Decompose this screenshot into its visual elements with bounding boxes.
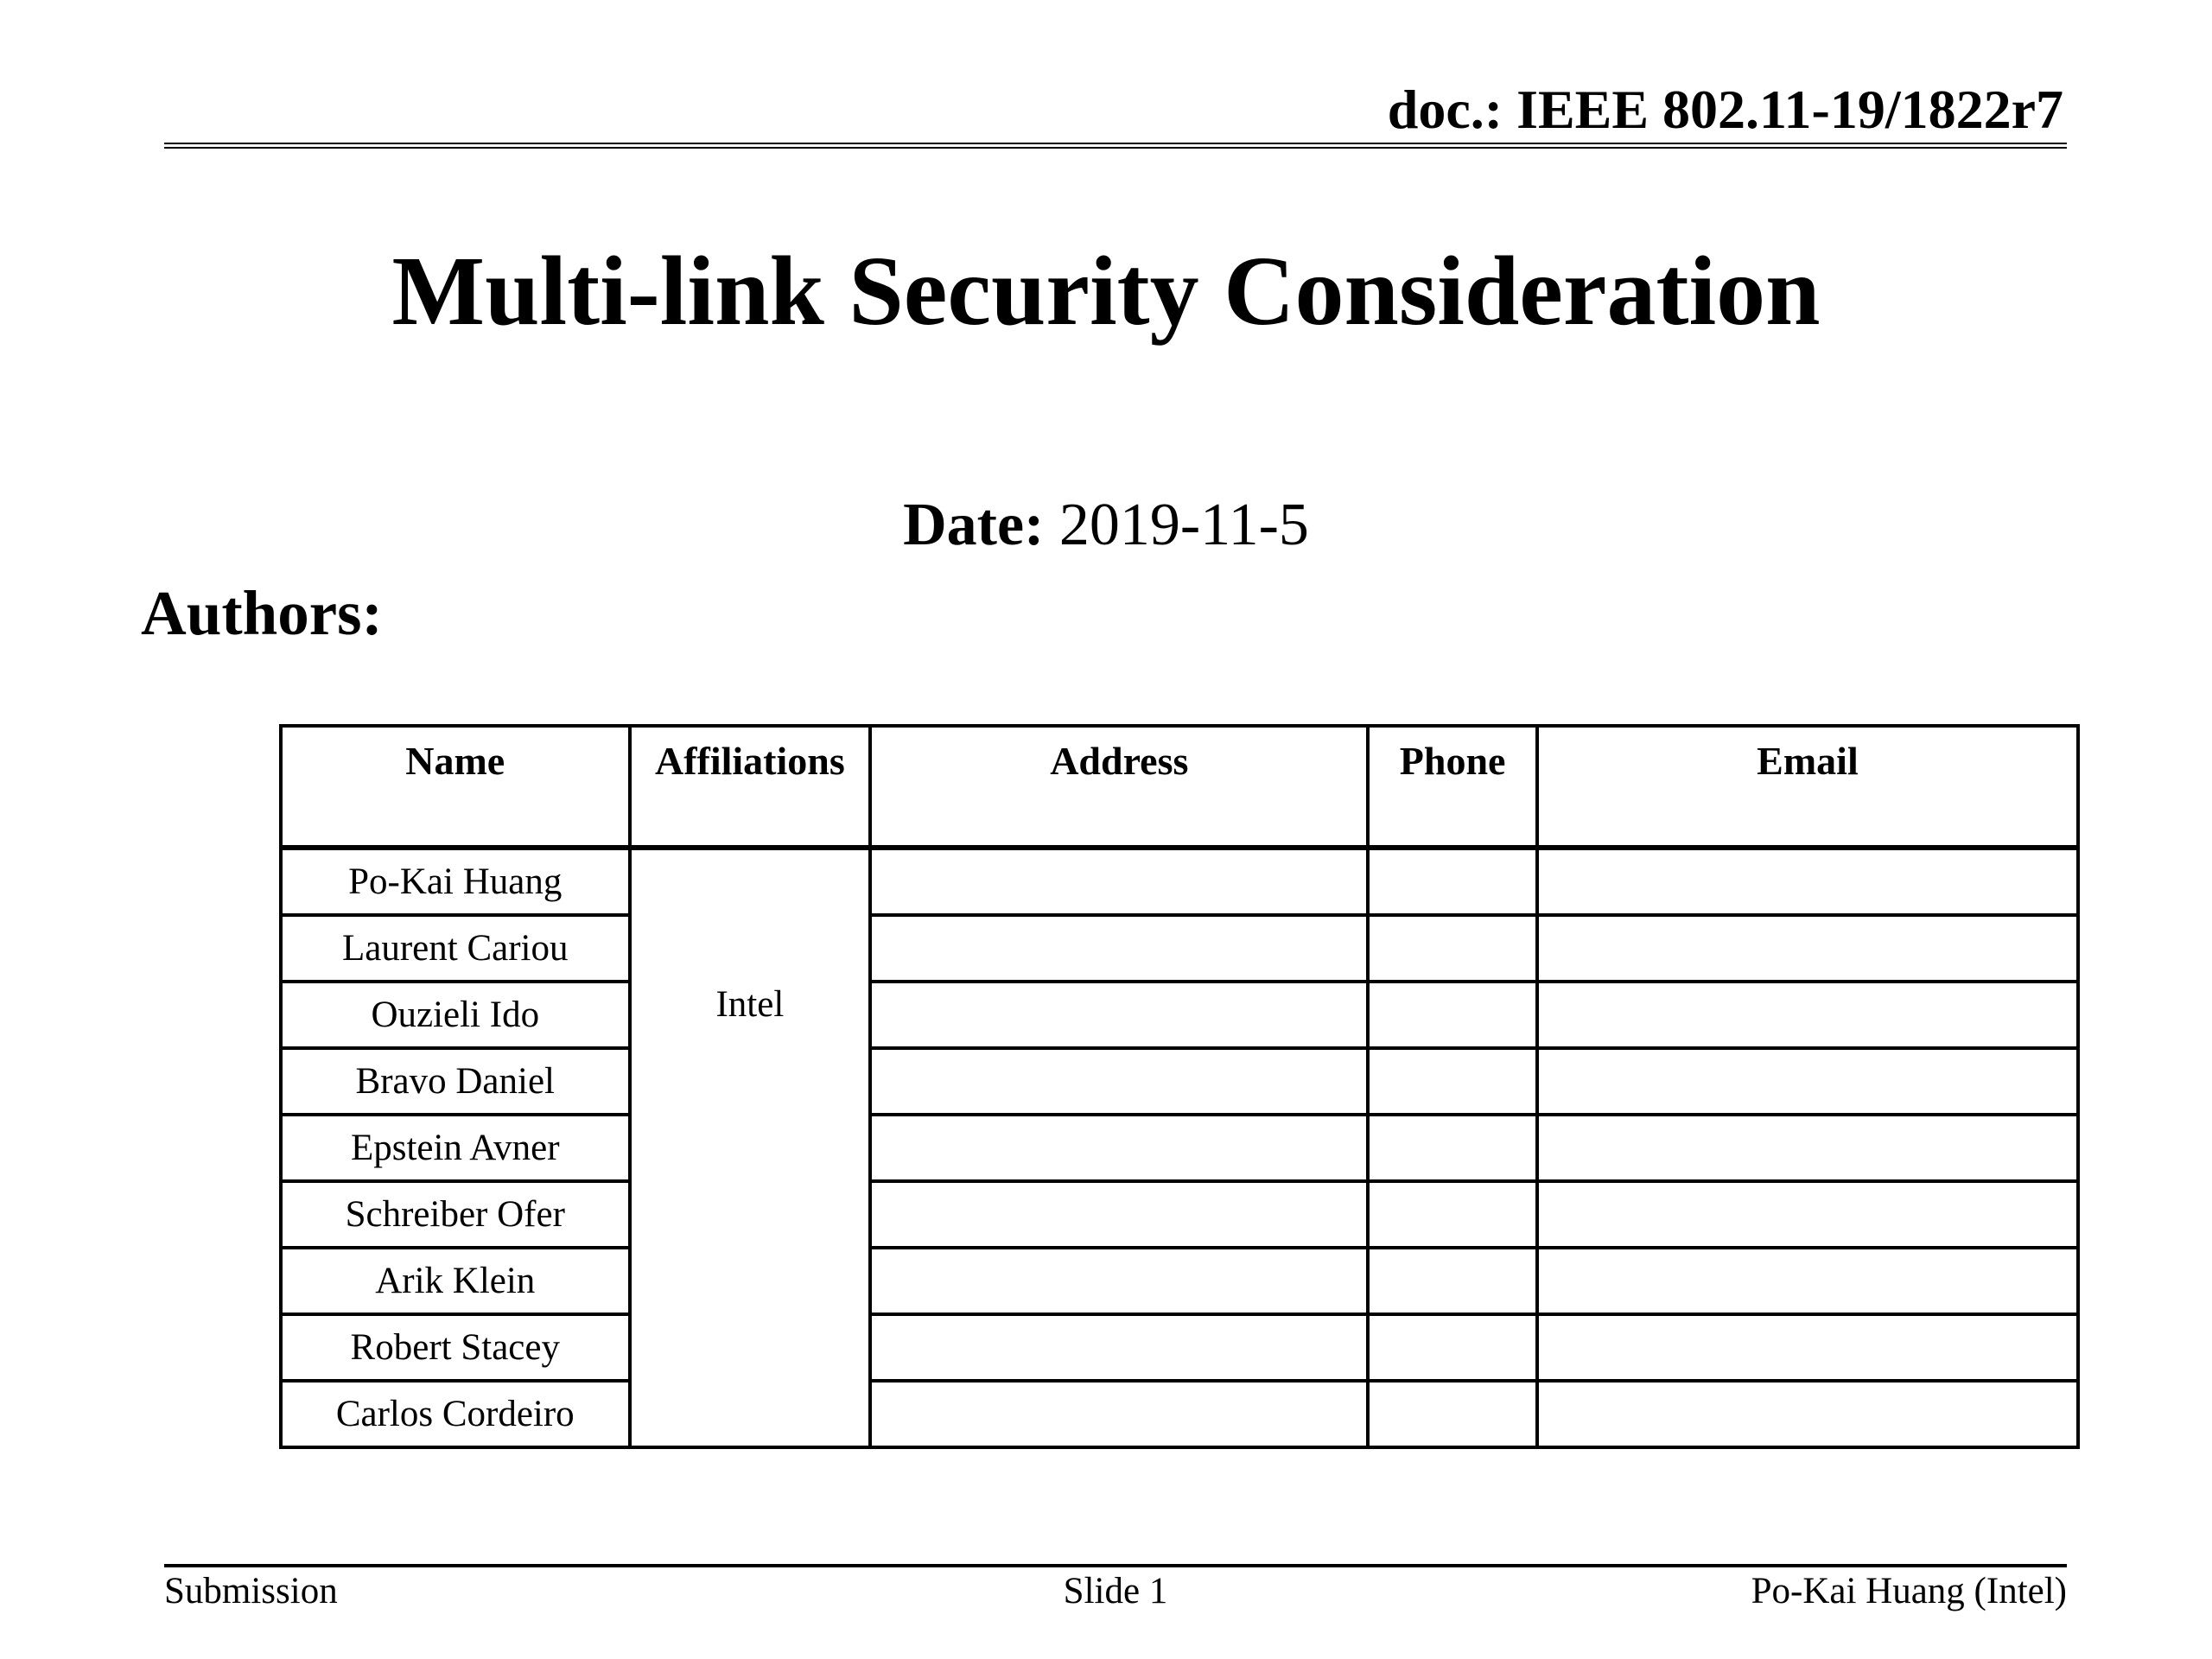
footer-submission-label: Submission [164,1571,338,1611]
address-cell [870,982,1368,1048]
footer-slide-number: Slide 1 [1063,1571,1168,1611]
phone-cell [1368,848,1537,915]
email-cell [1537,1048,2078,1115]
email-cell [1537,1248,2078,1314]
authors-heading: Authors: [141,578,383,648]
column-header-affiliations: Affiliations [630,726,871,848]
date-value: 2019-11-5 [1058,492,1309,558]
table-row [281,982,2078,1048]
phone-cell [1368,1115,1537,1181]
header-rule [164,143,2067,149]
address-cell [870,1248,1368,1314]
footer-author-credit: Po-Kai Huang (Intel) [1751,1571,2067,1611]
column-header-phone: Phone [1368,726,1537,848]
table-row [281,1248,2078,1314]
phone-cell [1368,1381,1537,1447]
phone-cell [1368,1181,1537,1248]
author-name-cell: Bravo Daniel [281,1048,630,1115]
date-label: Date: [903,492,1045,558]
table-row [281,1048,2078,1115]
phone-cell [1368,1048,1537,1115]
address-cell [870,1115,1368,1181]
email-cell [1537,1115,2078,1181]
table-row [281,915,2078,982]
page-title: Multi-link Security Consideration [391,236,1821,346]
email-cell [1537,1314,2078,1381]
email-cell [1537,848,2078,915]
phone-cell [1368,1248,1537,1314]
address-cell [870,1181,1368,1248]
email-cell [1537,915,2078,982]
address-cell [870,1048,1368,1115]
address-cell [870,1381,1368,1447]
address-cell [870,848,1368,915]
table-row [281,1115,2078,1181]
author-name-cell: Ouzieli Ido [281,982,630,1048]
author-name-cell: Carlos Cordeiro [281,1381,630,1447]
author-name-cell: Epstein Avner [281,1115,630,1181]
phone-cell [1368,982,1537,1048]
column-header-address: Address [870,726,1368,848]
date-line [0,492,2212,558]
table-row [281,1314,2078,1381]
email-cell [1537,1381,2078,1447]
table-header-row [281,726,2078,848]
doc-id-text: doc.: IEEE 802.11-19/1822r7 [1387,79,2063,140]
author-name-cell: Robert Stacey [281,1314,630,1381]
phone-cell [1368,1314,1537,1381]
author-name-cell: Po-Kai Huang [281,848,630,915]
affiliation-cell: Intel [630,848,871,1447]
address-cell [870,1314,1368,1381]
phone-cell [1368,915,1537,982]
footer [164,1570,2067,1612]
column-header-name: Name [281,726,630,848]
address-cell [870,915,1368,982]
author-name-cell: Laurent Cariou [281,915,630,982]
table-row [281,848,2078,915]
footer-rule [164,1564,2067,1567]
author-name-cell: Arik Klein [281,1248,630,1314]
author-name-cell: Schreiber Ofer [281,1181,630,1248]
column-header-email: Email [1537,726,2078,848]
email-cell [1537,1181,2078,1248]
email-cell [1537,982,2078,1048]
table-row [281,1381,2078,1447]
table-row [281,1181,2078,1248]
authors-table [279,724,2080,1449]
